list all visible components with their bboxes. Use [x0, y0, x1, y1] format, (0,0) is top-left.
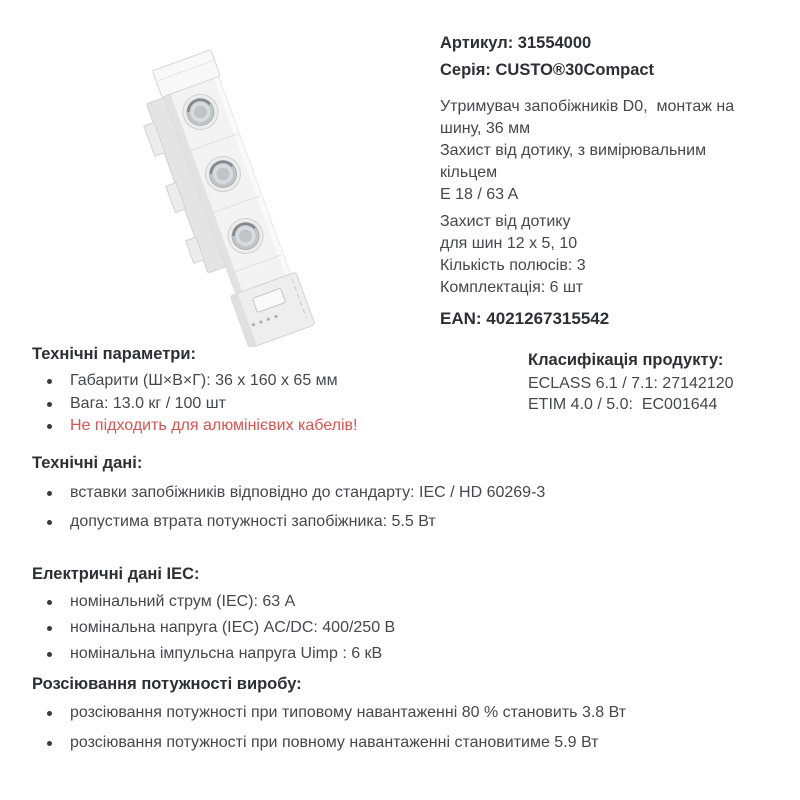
- spec-item: [32, 617, 652, 639]
- section-tech-params: [32, 344, 462, 438]
- product-photo: [95, 12, 425, 347]
- article-label: Артикул:: [440, 34, 514, 52]
- spec-item: [32, 702, 772, 724]
- spec-text: Вага: 13.0 кг / 100 шт: [70, 394, 226, 412]
- product-description: [440, 96, 758, 206]
- spec-text: Габарити (Ш×В×Г): 36 x 160 x 65 мм: [70, 372, 338, 389]
- product-details: [440, 211, 758, 299]
- section-tech-data: [32, 453, 772, 540]
- description-line: Утримувач запобіжників D0, монтаж на шину, 36 мм: [440, 98, 739, 137]
- series: [440, 59, 758, 81]
- spec-text: розсіювання потужності при повному навантаженні становитиме 5.9 Вт: [70, 734, 599, 751]
- spec-text: вставки запобіжників відповідно до стандарту: IEC / HD 60269-3: [70, 484, 546, 501]
- spec-text: розсіювання потужності при типовому навантаженні 80 % становить 3.8 Вт: [70, 704, 627, 721]
- spec-list: [32, 482, 772, 533]
- spec-list: [32, 591, 652, 665]
- section-dissipation: [32, 674, 772, 762]
- spec-text: допустима втрата потужності запобіжника: 5.5 Вт: [70, 513, 436, 530]
- section-electrical: [32, 564, 652, 669]
- spec-item: [32, 415, 462, 438]
- ean-number: [440, 308, 758, 330]
- spec-text: номінальний струм (IEC): 63 А: [70, 593, 296, 610]
- fuse-holder-render-icon: [95, 12, 425, 347]
- section-title: Технічні дані:: [32, 454, 143, 472]
- section-title: Класифікація продукту:: [528, 351, 724, 369]
- spec-list: [32, 370, 462, 438]
- article-number: [440, 32, 758, 54]
- section-title: Розсіювання потужності виробу:: [32, 675, 302, 693]
- detail-line: Кількість полюсів: 3: [440, 257, 586, 274]
- spec-item: [32, 591, 652, 613]
- section-title: Електричні дані IEC:: [32, 565, 200, 583]
- classification-line: ECLASS 6.1 / 7.1: 27142120: [528, 375, 734, 392]
- series-value: CUSTO®30Compact: [495, 61, 655, 79]
- spec-text: номінальна імпульсна напруга Uimp : 6 кВ: [70, 645, 383, 662]
- section-classification: [528, 350, 788, 415]
- spec-item: [32, 482, 772, 504]
- warning-text: Не підходить для алюмінієвих кабелів!: [70, 417, 358, 434]
- spec-item: [32, 393, 462, 416]
- detail-line: Захист від дотику: [440, 213, 571, 230]
- spec-text: номінальна напруга (IEC) AC/DC: 400/250 В: [70, 619, 396, 636]
- spec-item: [32, 732, 772, 754]
- spec-item: [32, 511, 772, 533]
- spec-list: [32, 702, 772, 754]
- ean-label: EAN:: [440, 309, 482, 328]
- description-line: Захист від дотику, з вимірювальним кільцем: [440, 142, 711, 181]
- product-info: [440, 32, 758, 330]
- article-value: 31554000: [517, 34, 592, 52]
- ean-value: 4021267315542: [486, 309, 610, 328]
- detail-line: для шин 12 x 5, 10: [440, 235, 578, 252]
- detail-line: Комплектація: 6 шт: [440, 279, 584, 296]
- section-title: Технічні параметри:: [32, 345, 197, 363]
- description-line: E 18 / 63 A: [440, 186, 519, 203]
- spec-item: [32, 643, 652, 665]
- spec-item: [32, 370, 462, 393]
- series-label: Серія:: [440, 61, 491, 79]
- classification-line: ETIM 4.0 / 5.0: EC001644: [528, 396, 718, 413]
